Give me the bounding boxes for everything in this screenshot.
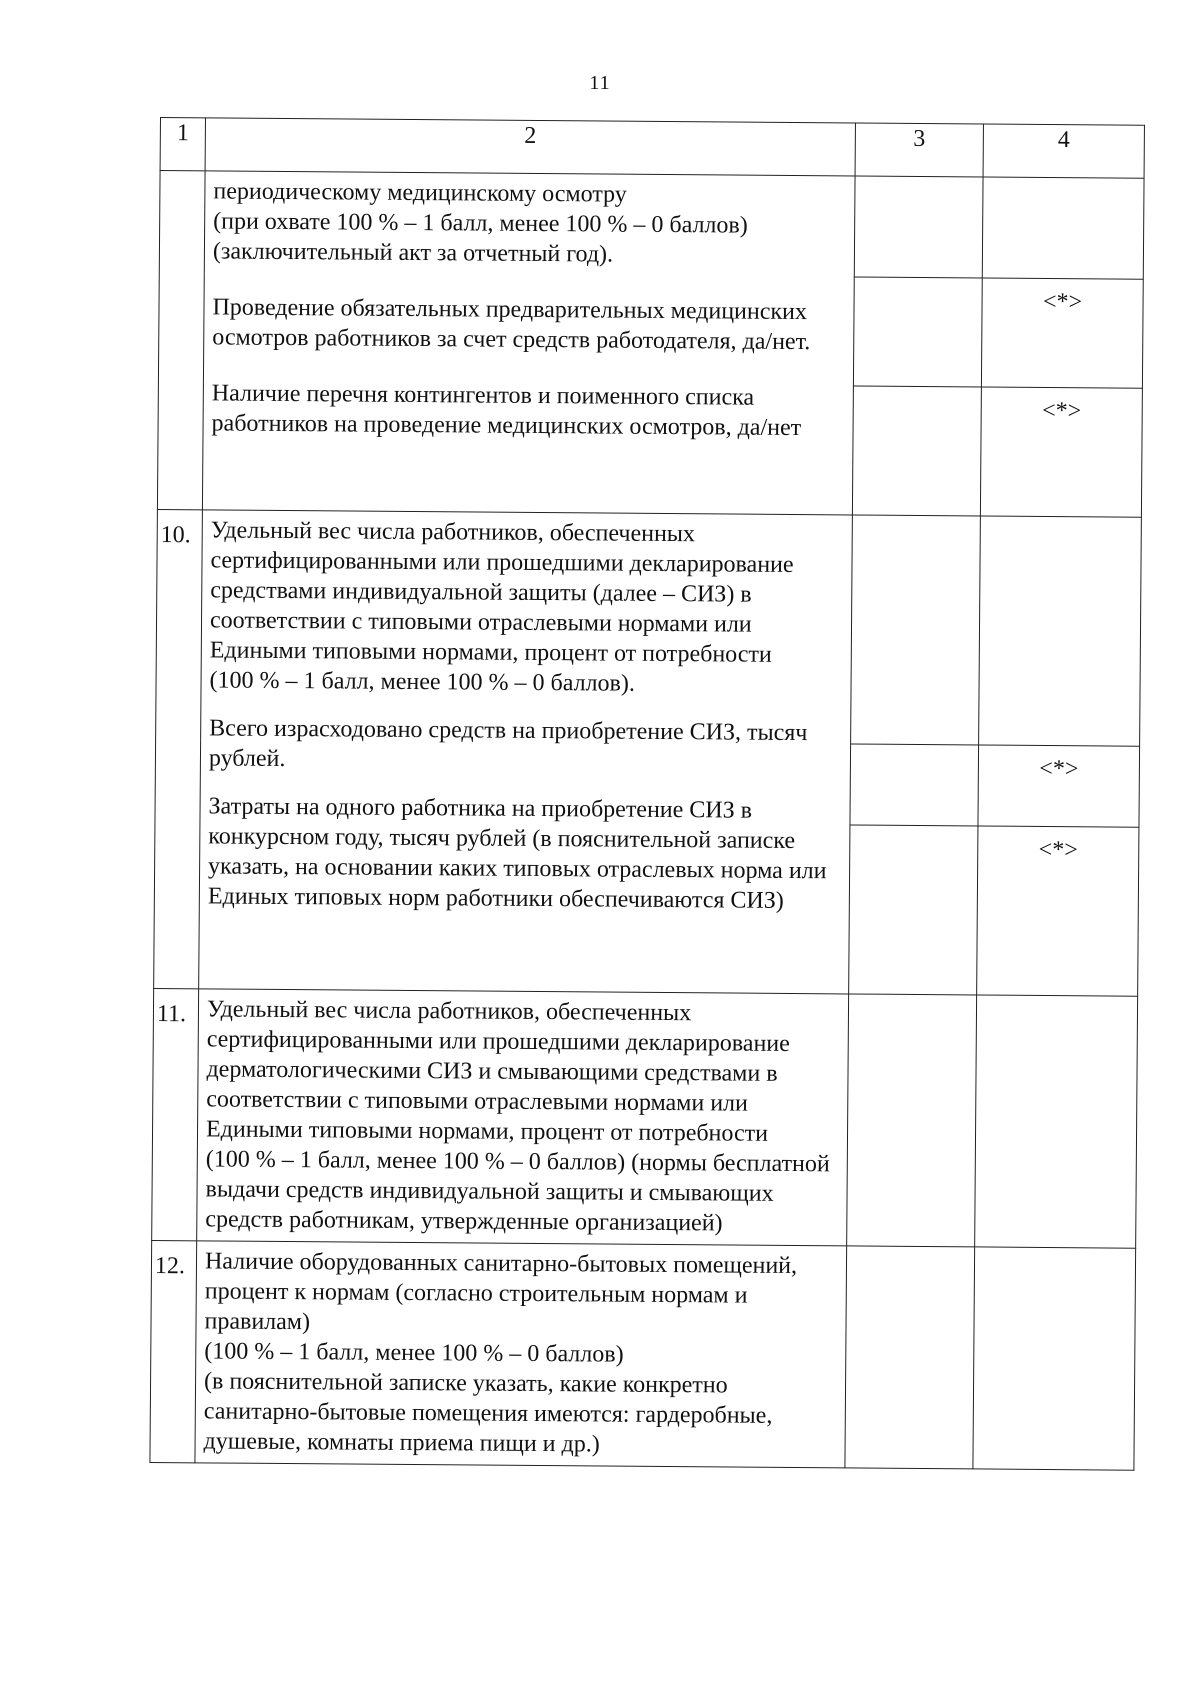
- row-number: 11.: [152, 988, 199, 1240]
- value-cell: [847, 994, 977, 1247]
- criterion-paragraph: Удельный вес числа работников, обеспеченных сертифицированными или прошедшими декларирование дерматологическими СИЗ и смывающими средствами в соответствии с типовыми отраслевыми нормами или Едиными типовыми нормами, процент от потребности (100 % – 1 балл, менее 100 % – 0 баллов) (нормы бесплатной выдачи средств индивидуальной защиты и смывающих средств работникам, утвержденные организацией): [205, 996, 830, 1237]
- note-cell: [979, 516, 1142, 746]
- table-row: [150, 1240, 1136, 1470]
- criterion-paragraph: Наличие перечня контингентов и поименного списка работников на проведение медицинских осмотров, да/нет: [211, 380, 802, 442]
- header-col-4: 4: [983, 124, 1144, 178]
- criterion-paragraph: Всего израсходовано средств на приобретение СИЗ, тысяч рублей.: [208, 715, 808, 773]
- criterion-paragraph: Затраты на одного работника на приобретение СИЗ в конкурсном году, тысяч рублей (в пояснительной записке указать, на основании каких типовых отраслевых норма или Единых типовых норм работники обеспечиваются СИЗ): [207, 793, 827, 914]
- note-cell: [973, 1247, 1136, 1470]
- note-cell: <*>: [980, 387, 1142, 517]
- note-cell: [975, 995, 1138, 1248]
- note-cell: <*>: [981, 278, 1143, 388]
- note-cell: <*>: [978, 745, 1140, 827]
- table-row: [156, 509, 1142, 746]
- criterion-paragraph: Удельный вес числа работников, обеспеченных сертифицированными или прошедшими декларирование средствами индивидуальной защиты (далее – СИЗ) в соответствии с типовыми отраслевыми нормами или Едиными типовыми нормами, процент от потребности (100 % – 1 балл, менее 100 % – 0 баллов).: [209, 517, 794, 697]
- criterion-paragraph: Проведение обязательных предварительных медицинских осмотров работников за счет средств работодателя, да/нет.: [212, 294, 811, 356]
- criterion-text: [197, 989, 849, 1246]
- value-cell: [851, 515, 981, 745]
- note-cell: <*>: [977, 826, 1139, 996]
- value-cell: [853, 277, 982, 387]
- value-cell: [849, 825, 978, 995]
- row-number: 10.: [154, 509, 203, 988]
- criterion-text: [195, 1241, 847, 1468]
- value-cell: [845, 1246, 975, 1469]
- note-cell: [982, 177, 1144, 279]
- value-cell: [852, 386, 981, 516]
- page-number: 11: [589, 72, 611, 94]
- criterion-paragraph: Наличие оборудованных санитарно-бытовых помещений, процент к нормам (согласно строительным нормам и правилам) (100 % – 1 балл, менее 100 % – 0 баллов) (в пояснительной записке указать, какие конкретно санитарно-бытовые помещения имеются: гардеробные, душевые, комнаты приема пищи и др.): [203, 1248, 798, 1458]
- value-cell: [850, 744, 979, 826]
- row-number: 12.: [150, 1240, 197, 1462]
- criterion-paragraph: периодическому медицинскому осмотру (при охвате 100 % – 1 балл, менее 100 % – 0 баллов) (заключительный акт за отчетный год).: [212, 178, 748, 268]
- table-row: [159, 171, 1144, 280]
- table-row: [152, 988, 1138, 1248]
- header-col-1: 1: [160, 118, 205, 171]
- criterion-text: [199, 510, 853, 994]
- criterion-text: [202, 171, 855, 515]
- criteria-table: [149, 117, 1145, 1471]
- header-col-3: 3: [855, 123, 983, 177]
- row-number: [157, 171, 205, 510]
- value-cell: [854, 176, 983, 278]
- table-header-row: [160, 118, 1144, 179]
- header-col-2: 2: [205, 118, 855, 176]
